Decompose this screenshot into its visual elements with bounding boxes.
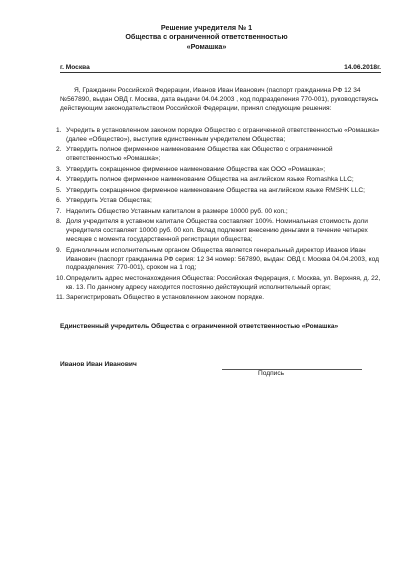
- intro-paragraph: Я, Гражданин Российской Федерации, Иванов Иван Иванович (паспорт гражданина РФ 12 34 №567890, выдан ОВД г. Москва, дата выдачи 04.04.2003 , код подразделения 770-001), руководствуясь действующим законодательством Российской Федерации, принял следующие решения:: [60, 87, 379, 112]
- title-line-3: «Ромашка»: [186, 41, 227, 51]
- item-text: Утвердить полное фирменное наименование Общества как Общество с ограниченной ответственностью «Ромашка»;: [66, 146, 333, 163]
- item-text: Наделить Общество Уставным капиталом в размере 10000 руб. 00 коп.;: [66, 207, 288, 215]
- document-title: [0, 23, 413, 51]
- item-number: 2.: [56, 146, 62, 154]
- item-text: Определить адрес местонахождения Общества: Российская Федерация, г. Москва, ул. Верхняя, д. 22, кв. 13. По данному адресу находится постоянно действующий исполнительный орган;: [66, 274, 381, 291]
- list-item: [56, 208, 386, 217]
- item-text: Зарегистрировать Общество в установленном законом порядке.: [66, 294, 265, 302]
- list-item: [56, 247, 386, 274]
- list-item: [56, 197, 386, 206]
- list-item: [56, 127, 386, 145]
- list-item: [56, 187, 386, 196]
- city: г. Москва: [60, 64, 90, 71]
- list-item: [56, 275, 386, 293]
- document-date: 14.06.2018г.: [344, 64, 381, 71]
- header-divider: [60, 72, 381, 73]
- item-text: Утвердить сокращенное фирменное наименование Общества как ООО «Ромашка»;: [66, 165, 326, 173]
- item-number: 8.: [56, 218, 62, 226]
- list-item: [56, 218, 386, 245]
- title-line-2: Общества с ограниченной ответственностью: [125, 32, 288, 42]
- list-item: [56, 146, 386, 164]
- item-number: 10.: [56, 274, 66, 282]
- signature-line: [222, 369, 362, 370]
- item-text: Утвердить полное фирменное наименование Общества на английском языке Romashka LLC;: [66, 176, 354, 184]
- founder-title: Единственный учредитель Общества с ограниченной ответственностью «Ромашка»: [60, 323, 339, 330]
- signer-name: Иванов Иван Иванович: [60, 361, 137, 368]
- item-text: Учредить в установленном законом порядке Общество с ограниченной ответственностью «Ромашка» (далее «Общество»), выступив единственным учредителем Общества;: [66, 127, 380, 143]
- item-number: 9.: [56, 246, 62, 254]
- item-number: 1.: [56, 127, 62, 134]
- item-number: 3.: [56, 165, 62, 173]
- item-text: Утвердить сокращенное фирменное наименование Общества на английском языке RMSHK LLC;: [66, 186, 365, 194]
- signature-caption: Подпись: [258, 370, 285, 377]
- decisions-list: [56, 127, 386, 305]
- item-number: 7.: [56, 207, 62, 215]
- list-item: [56, 176, 386, 185]
- list-item: [56, 166, 386, 175]
- place-date-row: [60, 64, 381, 71]
- item-text: Единоличным исполнительным органом Общества является генеральный директор Иванов Иван Иванович (паспорт гражданина РФ серия: 12 34 номер: 567890, выдан: ОВД г. Москва 04.04.2003, код подразделения: 770-001), сроком на 1 год;: [66, 246, 379, 272]
- title-line-1: Решение учредителя № 1: [160, 23, 253, 32]
- item-text: Доля учредителя в уставном капитале Общества составляет 100%. Номинальная стоимость доли учредителя составляет 10000 руб. 00 коп. Вклад подлежит внесению деньгами в течение четырех месяцев с момента государственной регистрации общества;: [66, 218, 368, 244]
- item-number: 4.: [56, 176, 62, 184]
- list-item: [56, 294, 386, 303]
- item-number: 5.: [56, 186, 62, 194]
- item-text: Утвердить Устав Общества;: [66, 197, 152, 205]
- item-number: 6.: [56, 197, 62, 205]
- item-number: 11.: [56, 294, 65, 302]
